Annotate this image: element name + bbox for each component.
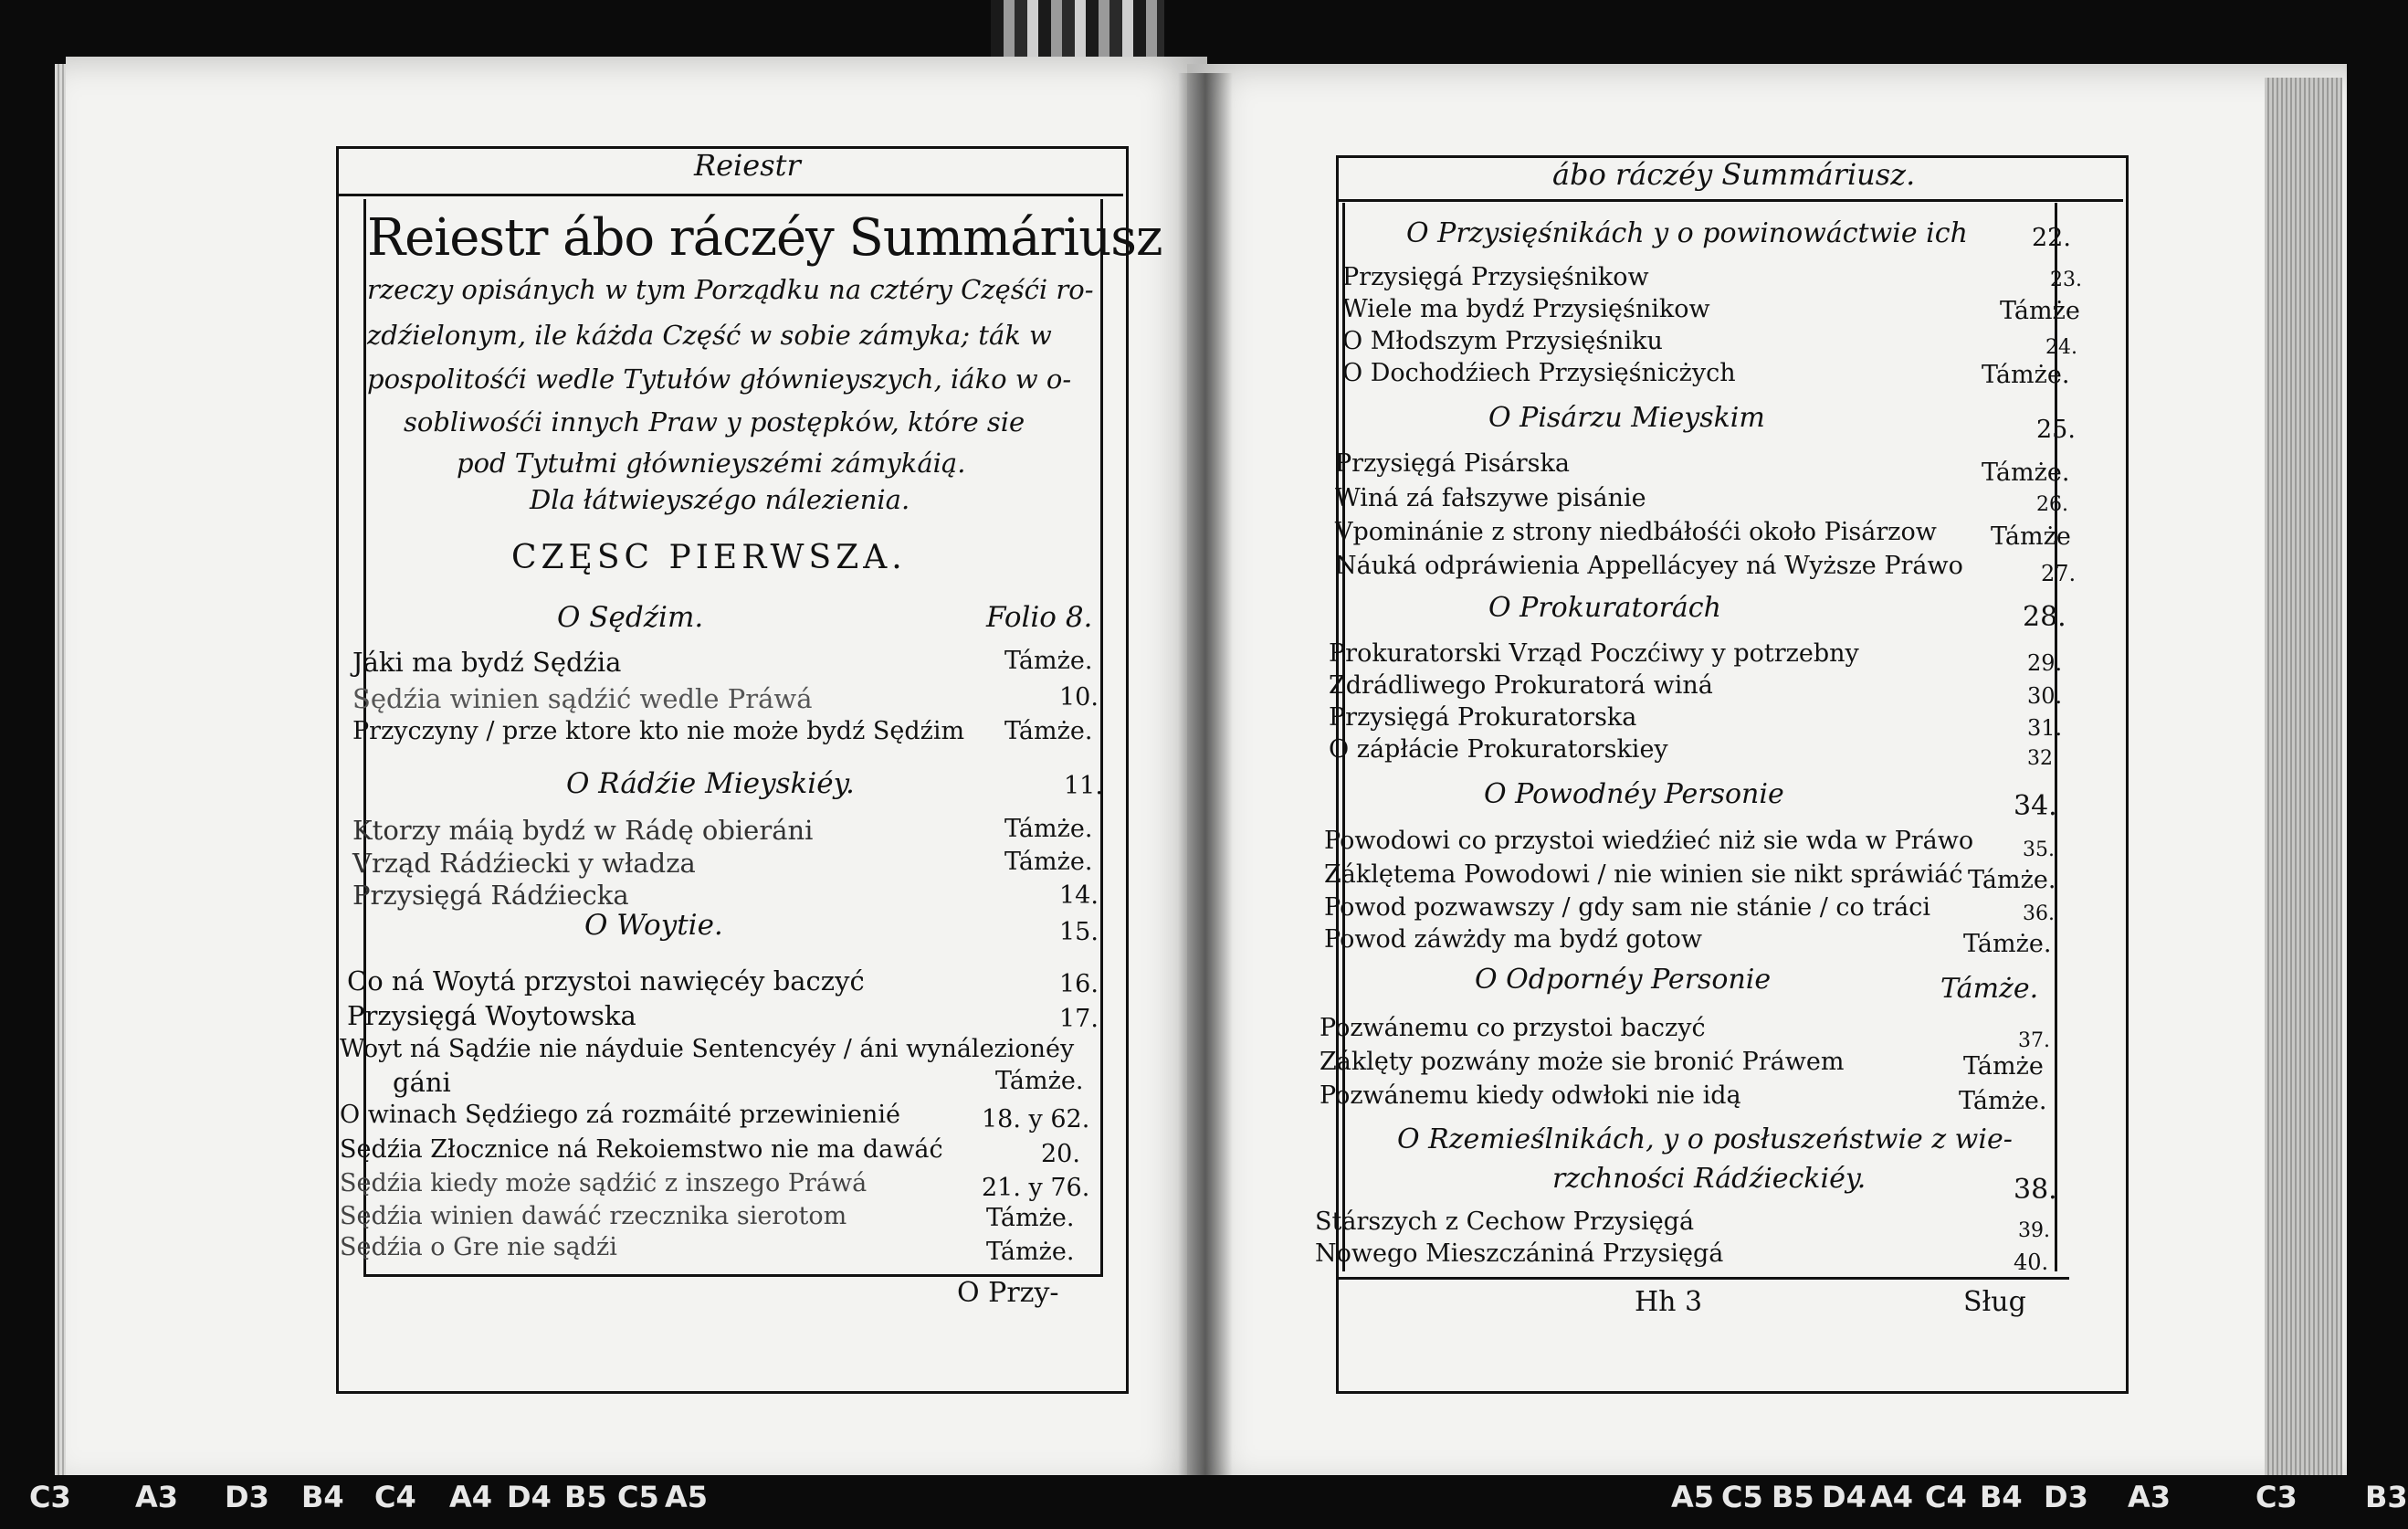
entry-ref: Támże. (1968, 866, 2056, 894)
left-inner-rule-right (1100, 199, 1103, 1277)
index-entry: Sędźia Złocznice ná Rekoiemstwo nie ma dawáć (340, 1135, 943, 1164)
entry-ref: Támże. (1004, 717, 1093, 745)
entry-ref: Támże. (1004, 647, 1093, 675)
index-entry: O Młodszym Przysięśniku (1342, 327, 1663, 355)
entry-ref: Támże. (986, 1204, 1075, 1232)
index-entry: Sędźia winien sądźić wedle Práwá (352, 683, 813, 714)
index-entry: Pozwánemu co przystoi baczyć (1320, 1014, 1706, 1042)
index-entry: Przysięgá Przysięśnikow (1342, 263, 1649, 291)
entry-ref: Támże. (1959, 1087, 2047, 1115)
entry-ref: 36. (2023, 902, 2055, 925)
index-entry: O Dochodźiech Przysięśnicżych (1342, 359, 1736, 387)
right-bottom-rule (1339, 1277, 2069, 1280)
section-heading: O Odpornéy Personie (1475, 964, 1772, 996)
section-ref: 22. (2032, 224, 2071, 252)
index-entry: Zdrádliwego Prokuratorá winá (1329, 671, 1713, 700)
film-label: B4 (301, 1480, 344, 1514)
film-label: C3 (2256, 1480, 2298, 1514)
left-subtitle-line: rzeczy opisánych w tym Porządku na cztéry Częśći ro- (367, 274, 1094, 305)
book-gutter (1178, 73, 1233, 1489)
film-label: C4 (374, 1480, 416, 1514)
index-entry: Przysięgá Pisárska (1335, 449, 1570, 478)
index-entry: Záklętema Powodowi / nie winien sie nikt spráwiáć (1324, 860, 1963, 889)
index-entry: Powod pozwawszy / gdy sam nie stánie / co tráci (1324, 893, 1931, 922)
index-entry: Prokuratorski Vrząd Poczćiwy y potrzebny (1329, 639, 1859, 668)
entry-ref: Támże. (986, 1238, 1075, 1266)
entry-ref: 17. (1059, 1005, 1099, 1033)
film-label: A5 (665, 1480, 709, 1514)
section-ref: 38. (2014, 1174, 2057, 1206)
index-entry: Przysięgá Rádźiecka (352, 880, 629, 911)
entry-ref: 24. (2045, 336, 2077, 359)
entry-ref: 39. (2018, 1219, 2050, 1242)
index-entry: Ktorzy máią bydź w Rádę obieráni (352, 815, 814, 846)
entry-ref: 35. (2023, 838, 2055, 861)
entry-ref: 20. (1041, 1140, 1080, 1168)
film-label: D3 (2044, 1480, 2088, 1514)
left-subtitle-line: Dla łátwieyszégo nálezienia. (530, 484, 910, 515)
film-label: A5 (1671, 1480, 1715, 1514)
index-entry: O zápłácie Prokuratorskiey (1329, 735, 1668, 764)
index-entry: Pozwánemu kiedy odwłoki nie idą (1320, 1081, 1741, 1110)
film-label: A4 (1870, 1480, 1914, 1514)
entry-ref: 16. (1059, 970, 1099, 998)
index-entry: Nowego Mieszczániná Przysięgá (1315, 1239, 1724, 1268)
entry-ref: 18. y 62. (982, 1105, 1090, 1134)
index-entry: Przyczyny / prze ktore kto nie może bydź Sędźim (352, 717, 965, 745)
section-heading: O Prokuratorách (1488, 592, 1721, 624)
film-label: D3 (225, 1480, 269, 1514)
index-entry: O winach Sędźiego zá rozmáité przewinienié (340, 1101, 900, 1129)
entry-ref: 40. (2014, 1250, 2049, 1275)
film-strip-top (991, 0, 1164, 57)
right-head-rule (1336, 199, 2123, 202)
left-running-head: Reiestr (694, 148, 801, 183)
index-entry: Co ná Woytá przystoi nawięcéy baczyć (347, 965, 865, 996)
film-label: C5 (1721, 1480, 1763, 1514)
entry-ref: Támże. (995, 1067, 1084, 1095)
index-entry: Sędźia o Gre nie sądźi (340, 1233, 617, 1261)
index-entry: Stárszych z Cechow Przysięgá (1315, 1207, 1695, 1236)
signature-mark: Hh 3 (1635, 1286, 1703, 1318)
left-subtitle-line: pod Tytułmi głównieyszémi zámykáią. (457, 448, 966, 479)
section-ref: 28. (2023, 601, 2066, 633)
left-subtitle-line: pospolitośći wedle Tytułów głównieyszych, iáko w o- (367, 364, 1072, 395)
part-heading: CZĘSC PIERWSZA. (511, 539, 907, 576)
section-ref: 11. (1064, 772, 1103, 800)
film-label: B4 (1980, 1480, 2023, 1514)
index-entry: Powod záwżdy ma bydź gotow (1324, 925, 1703, 954)
left-subtitle-line: sobliwośći innych Praw y postępków, które sie (404, 406, 1025, 438)
right-running-head: ábo ráczéy Summáriusz. (1552, 157, 1916, 192)
film-label: B5 (564, 1480, 607, 1514)
index-entry: Powodowi co przystoi wiedźieć niż sie wda w Práwo (1324, 827, 1974, 855)
entry-ref: 32. (2027, 747, 2059, 770)
right-page-edges (2265, 78, 2342, 1489)
section-heading: O Sędźim. (557, 601, 704, 634)
entry-ref: 37. (2018, 1029, 2050, 1052)
index-entry: Vpominánie z strony niedbáłośći około Pisárzow (1335, 518, 1937, 546)
index-entry: Sędźia kiedy może sądźić z inszego Práwá (340, 1169, 868, 1197)
section-heading: O Przysięśnikách y o powinowáctwie ich (1406, 217, 1968, 249)
section-ref: 34. (2014, 790, 2057, 822)
entry-ref: Támże. (1004, 815, 1093, 843)
index-entry: Vrząd Rádźiecki y władza (352, 848, 696, 879)
index-entry: Sędźia winien dawáć rzecznika sierotom (340, 1202, 847, 1230)
section-heading: O Rádźie Mieyskiéy. (566, 767, 855, 800)
film-label: B5 (1772, 1480, 1814, 1514)
film-label: A3 (2128, 1480, 2171, 1514)
film-label: D4 (1822, 1480, 1866, 1514)
entry-ref: 10. (1059, 683, 1099, 712)
section-ref: 15. (1059, 918, 1099, 946)
index-entry: Náuká odpráwienia Appellácyey ná Wyższe Práwo (1335, 552, 1963, 580)
section-heading: O Powodnéy Personie (1484, 778, 1784, 810)
entry-ref: 26. (2036, 493, 2068, 516)
index-entry: Woyt ná Sądźie nie náyduie Sentencyéy / áni wynálezionéy (340, 1035, 1075, 1063)
entry-ref: 31. (2027, 715, 2063, 741)
index-entry: gáni (393, 1067, 451, 1098)
section-heading: O Woytie. (584, 909, 723, 942)
section-heading: O Pisárzu Mieyskim (1488, 402, 1765, 434)
left-title: Reiestr ábo ráczéy Summáriusz (367, 208, 1162, 268)
entry-ref: 30. (2027, 683, 2063, 709)
section-heading: O Rzemieślnikách, y o posłuszeństwie z wie- (1397, 1123, 2013, 1155)
entry-ref: Támże. (1982, 459, 2070, 487)
entry-ref: 27. (2041, 561, 2077, 586)
index-entry: Wiele ma bydź Przysięśnikow (1342, 295, 1710, 323)
entry-ref: Támże. (1982, 361, 2070, 389)
entry-ref: Támże (1991, 522, 2071, 551)
entry-ref: Támże (1963, 1052, 2044, 1081)
catchword: O Przy- (957, 1277, 1059, 1309)
left-subtitle-line: zdźielonym, ile káżda Część w sobie zámyka; ták w (367, 320, 1052, 351)
entry-ref: Támże (2000, 297, 2080, 325)
entry-ref: 29. (2027, 650, 2063, 676)
section-heading: rzchności Rádźieckiéy. (1552, 1163, 1866, 1195)
index-entry: Winá zá fałszywe pisánie (1335, 484, 1646, 512)
film-label: D4 (507, 1480, 552, 1514)
film-label: A3 (135, 1480, 179, 1514)
index-entry: Záklęty pozwány może sie bronić Práwem (1320, 1048, 1845, 1076)
section-ref: Támże. (1940, 973, 2039, 1005)
film-label: A4 (449, 1480, 493, 1514)
film-label: B3 (2365, 1480, 2408, 1514)
entry-ref: Támże. (1004, 848, 1093, 876)
index-entry: Jáki ma bydź Sędźia (352, 647, 622, 678)
left-head-rule (336, 194, 1123, 196)
index-entry: Przysięgá Prokuratorska (1329, 703, 1637, 732)
entry-ref: Támże. (1963, 930, 2052, 958)
entry-ref: 21. y 76. (982, 1174, 1090, 1202)
film-label: C4 (1925, 1480, 1967, 1514)
catchword: Sług (1963, 1286, 2026, 1318)
section-ref: Folio 8. (986, 601, 1093, 634)
entry-ref: 23. (2050, 269, 2082, 291)
film-label: C5 (617, 1480, 659, 1514)
film-label: C3 (29, 1480, 71, 1514)
section-ref: 25. (2036, 416, 2076, 444)
index-entry: Przysięgá Woytowska (347, 1000, 636, 1031)
entry-ref: 14. (1059, 881, 1099, 910)
